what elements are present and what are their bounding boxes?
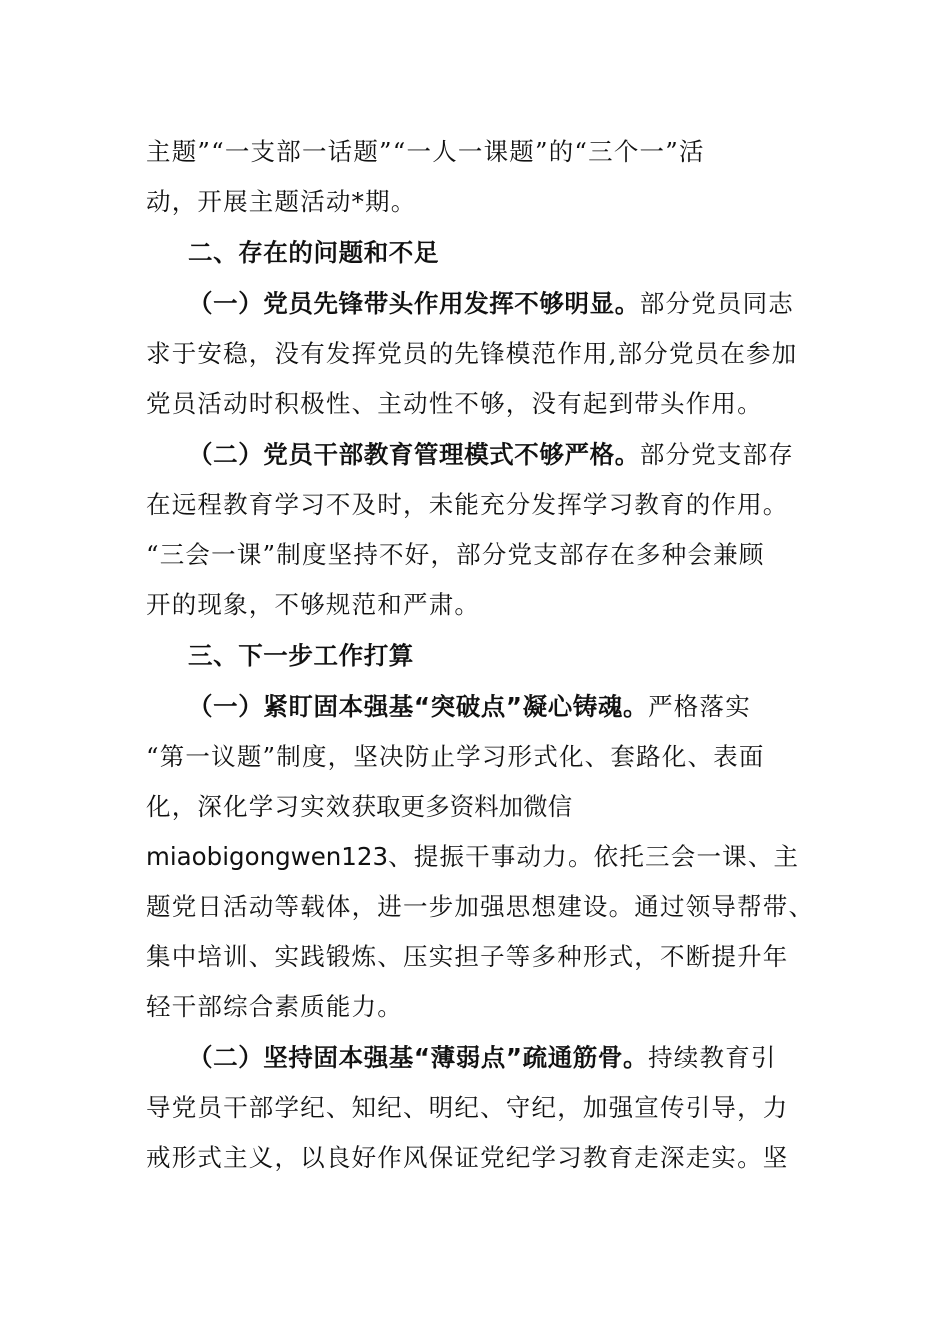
paragraph-line: [146, 842, 799, 872]
section-heading-2: 二、存在的问题和不足: [188, 238, 439, 267]
watermark-text: 获取更多资料加微信: [351, 792, 573, 821]
subheading-lead: （二）党员干部教育管理模式不够严格。: [188, 440, 640, 469]
paragraph-line: 集中培训、实践锻炼、压实担子等多种形式，不断提升年: [146, 942, 789, 971]
subheading-lead: （一）紧盯固本强基“突破点”凝心铸魂。: [188, 692, 649, 721]
paragraph-line: [188, 289, 794, 319]
paragraph-line: 在远程教育学习不及时，未能充分发挥学习教育的作用。: [146, 490, 789, 519]
paragraph-line: [188, 1043, 777, 1073]
paragraph-text: 部分党支部存: [639, 440, 795, 469]
paragraph-line: 主题”“一支部一话题”“一人一课题”的“三个一”活: [146, 137, 705, 166]
section-heading-3: 三、下一步工作打算: [188, 641, 414, 670]
paragraph-line: 开的现象，不够规范和严肃。: [146, 590, 481, 619]
paragraph-line: 党员活动时积极性、主动性不够，没有起到带头作用。: [146, 389, 763, 418]
paragraph-text: 化，深化学习实效: [146, 792, 352, 821]
paragraph-line: 导党员干部学纪、知纪、明纪、守纪，加强宣传引导，力: [146, 1093, 789, 1122]
paragraph-line: 题党日活动等载体，进一步加强思想建设。通过领导帮带、: [146, 892, 815, 921]
subheading-lead: （一）党员先锋带头作用发挥不够明显。: [188, 289, 640, 318]
paragraph-line: [188, 692, 751, 722]
paragraph-text: 持续教育引: [648, 1043, 777, 1072]
paragraph-text: 、提振干事动力。依托三会一课、主: [388, 842, 800, 871]
paragraph-text: 严格落实: [648, 692, 751, 721]
subheading-lead: （二）坚持固本强基“薄弱点”疏通筋骨。: [188, 1043, 649, 1072]
watermark-text: miaobigongwen123: [146, 842, 389, 871]
paragraph-line: 轻干部综合素质能力。: [146, 992, 403, 1021]
paragraph-line: [146, 792, 572, 822]
paragraph-line: “第一议题”制度，坚决防止学习形式化、套路化、表面: [146, 742, 765, 771]
paragraph-line: 戒形式主义，以良好作风保证党纪学习教育走深走实。坚: [146, 1143, 789, 1172]
paragraph-text: 部分党员同志: [639, 289, 795, 318]
paragraph-line: 动，开展主题活动*期。: [146, 187, 417, 216]
paragraph-line: “三会一课”制度坚持不好，部分党支部存在多种会兼顾: [146, 540, 765, 569]
paragraph-line: 求于安稳，没有发挥党员的先锋模范作用,部分党员在参加: [146, 339, 798, 368]
paragraph-line: [188, 440, 794, 470]
